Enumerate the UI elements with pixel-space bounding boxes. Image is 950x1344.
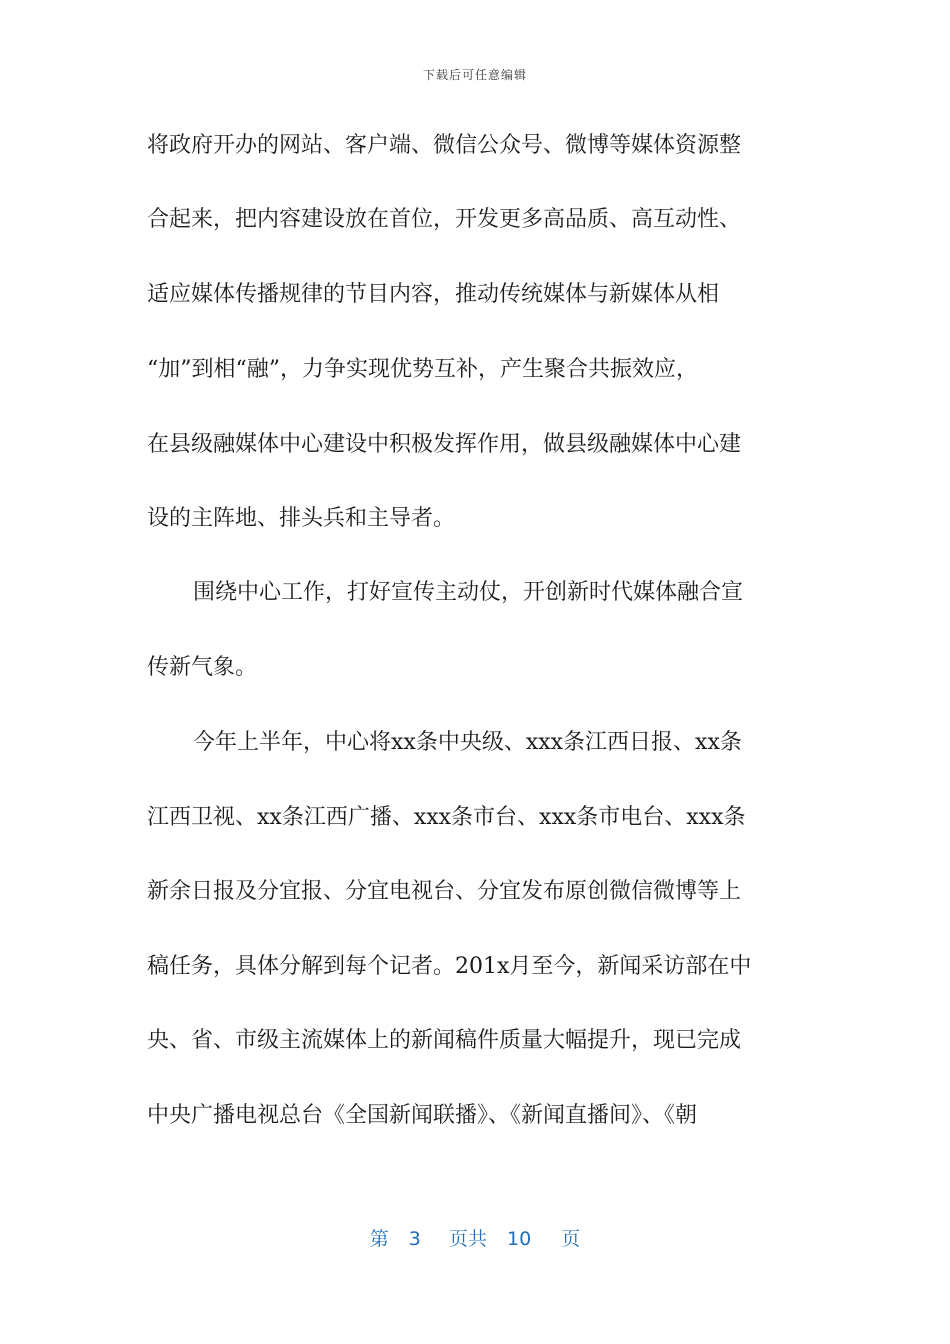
body-line: 江西卫视、xx条江西广播、xxx条市台、xxx条市电台、xxx条	[147, 805, 746, 830]
page-mid-text: 页共	[448, 1228, 487, 1250]
body-line: 稿任务，具体分解到每个记者。201x月至今，新闻采访部在中	[147, 954, 752, 979]
body-line: 将政府开办的网站、客户端、微信公众号、微博等媒体资源整	[147, 133, 742, 158]
total-pages-number: 10	[507, 1228, 532, 1250]
body-line: 中央广播电视总台《全国新闻联播》、《新闻直播间》、《朝	[147, 1103, 698, 1128]
body-line: 在县级融媒体中心建设中积极发挥作用，做县级融媒体中心建	[147, 432, 742, 457]
body-line: 适应媒体传播规律的节目内容，推动传统媒体与新媒体从相	[147, 282, 720, 307]
header-note: 下载后可任意编辑	[422, 68, 527, 82]
body-line: 新余日报及分宜报、分宜电视台、分宜发布原创微信微博等上	[147, 879, 742, 904]
current-page-number: 3	[408, 1228, 421, 1250]
page-suffix: 页	[561, 1228, 581, 1250]
page-number-footer	[0, 1224, 950, 1251]
body-line: 央、省、市级主流媒体上的新闻稿件质量大幅提升，现已完成	[147, 1028, 742, 1053]
body-line: 合起来，把内容建设放在首位，开发更多高品质、高互动性、	[147, 207, 742, 232]
paragraph-first-line: 今年上半年，中心将xx条中央级、xxx条江西日报、xx条	[193, 730, 742, 755]
paragraph-first-line: 围绕中心工作，打好宣传主动仗，开创新时代媒体融合宣	[193, 580, 744, 605]
body-line: “加”到相“融”，力争实现优势互补，产生聚合共振效应，	[147, 357, 698, 382]
page-prefix: 第	[369, 1228, 389, 1250]
body-line: 传新气象。	[147, 655, 258, 680]
body-line: 设的主阵地、排头兵和主导者。	[147, 506, 456, 531]
